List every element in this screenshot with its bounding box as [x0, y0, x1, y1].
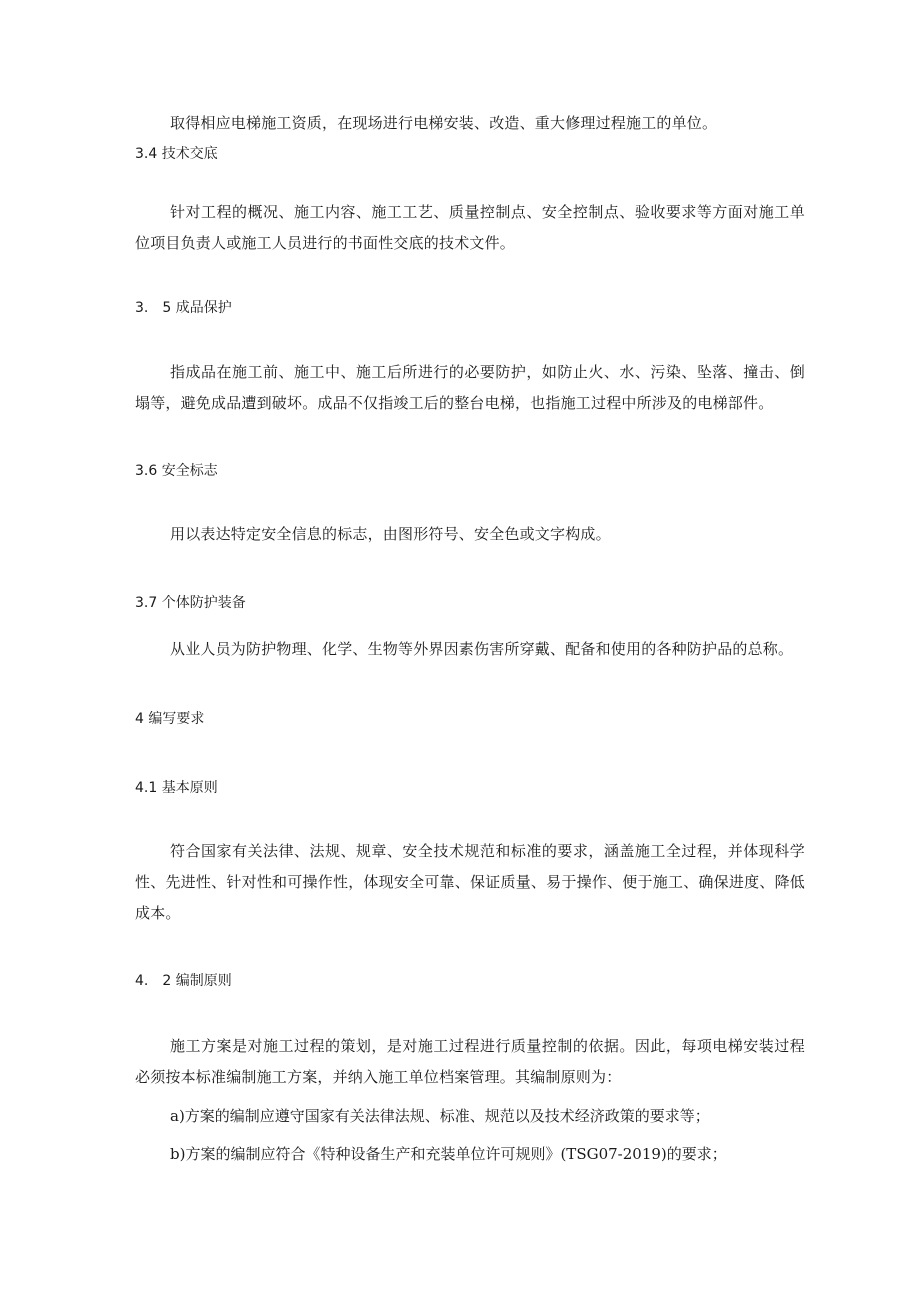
paragraph-product-protection: 指成品在施工前、施工中、施工后所进行的必要防护，如防止火、水、污染、坠落、撞击、倒塌等，避免成品遭到破坏。成品不仅指竣工后的整台电梯，也指施工过程中所涉及的电梯部件。: [135, 363, 805, 412]
heading-3-6-safety-sign: 3.6 安全标志: [135, 463, 218, 479]
paragraph-basic-principles: 符合国家有关法律、法规、规章、安全技术规范和标准的要求，涵盖施工全过程，并体现科学性、先进性、针对性和可操作性，体现安全可靠、保证质量、易于操作、便于施工、确保进度、降低成本。: [135, 842, 805, 922]
heading-4-writing-requirements: 4 编写要求: [135, 711, 205, 727]
paragraph-personal-protective-equipment: 从业人员为防护物理、化学、生物等外界因素伤害所穿戴、配备和使用的各种防护品的总称。: [170, 640, 794, 658]
paragraph-compilation-principles: 施工方案是对施工过程的策划，是对施工过程进行质量控制的依据。因此，每项电梯安装过程必须按本标准编制施工方案，并纳入施工单位档案管理。其编制原则为：: [135, 1037, 805, 1086]
heading-4-2-compilation-principles: 4. 2 编制原则: [135, 973, 232, 989]
paragraph-safety-sign: 用以表达特定安全信息的标志，由图形符号、安全色或文字构成。: [170, 525, 611, 543]
list-item-a: a)方案的编制应遵守国家有关法律法规、标准、规范以及技术经济政策的要求等；: [170, 1107, 710, 1125]
paragraph-technical-briefing: 针对工程的概况、施工内容、施工工艺、质量控制点、安全控制点、验收要求等方面对施工单位项目负责人或施工人员进行的书面性交底的技术文件。: [135, 203, 805, 252]
heading-3-5-product-protection: 3. 5 成品保护: [135, 300, 232, 316]
list-item-b: b)方案的编制应符合《特种设备生产和充装单位许可规则》(TSG07-2019)的要求；: [170, 1145, 727, 1163]
heading-4-1-basic-principles: 4.1 基本原则: [135, 780, 218, 796]
heading-3-7-personal-protective-equipment: 3.7 个体防护装备: [135, 595, 246, 611]
paragraph-construction-unit: 取得相应电梯施工资质，在现场进行电梯安装、改造、重大修理过程施工的单位。: [170, 114, 718, 132]
heading-3-4-technical-briefing: 3.4 技术交底: [135, 146, 218, 162]
